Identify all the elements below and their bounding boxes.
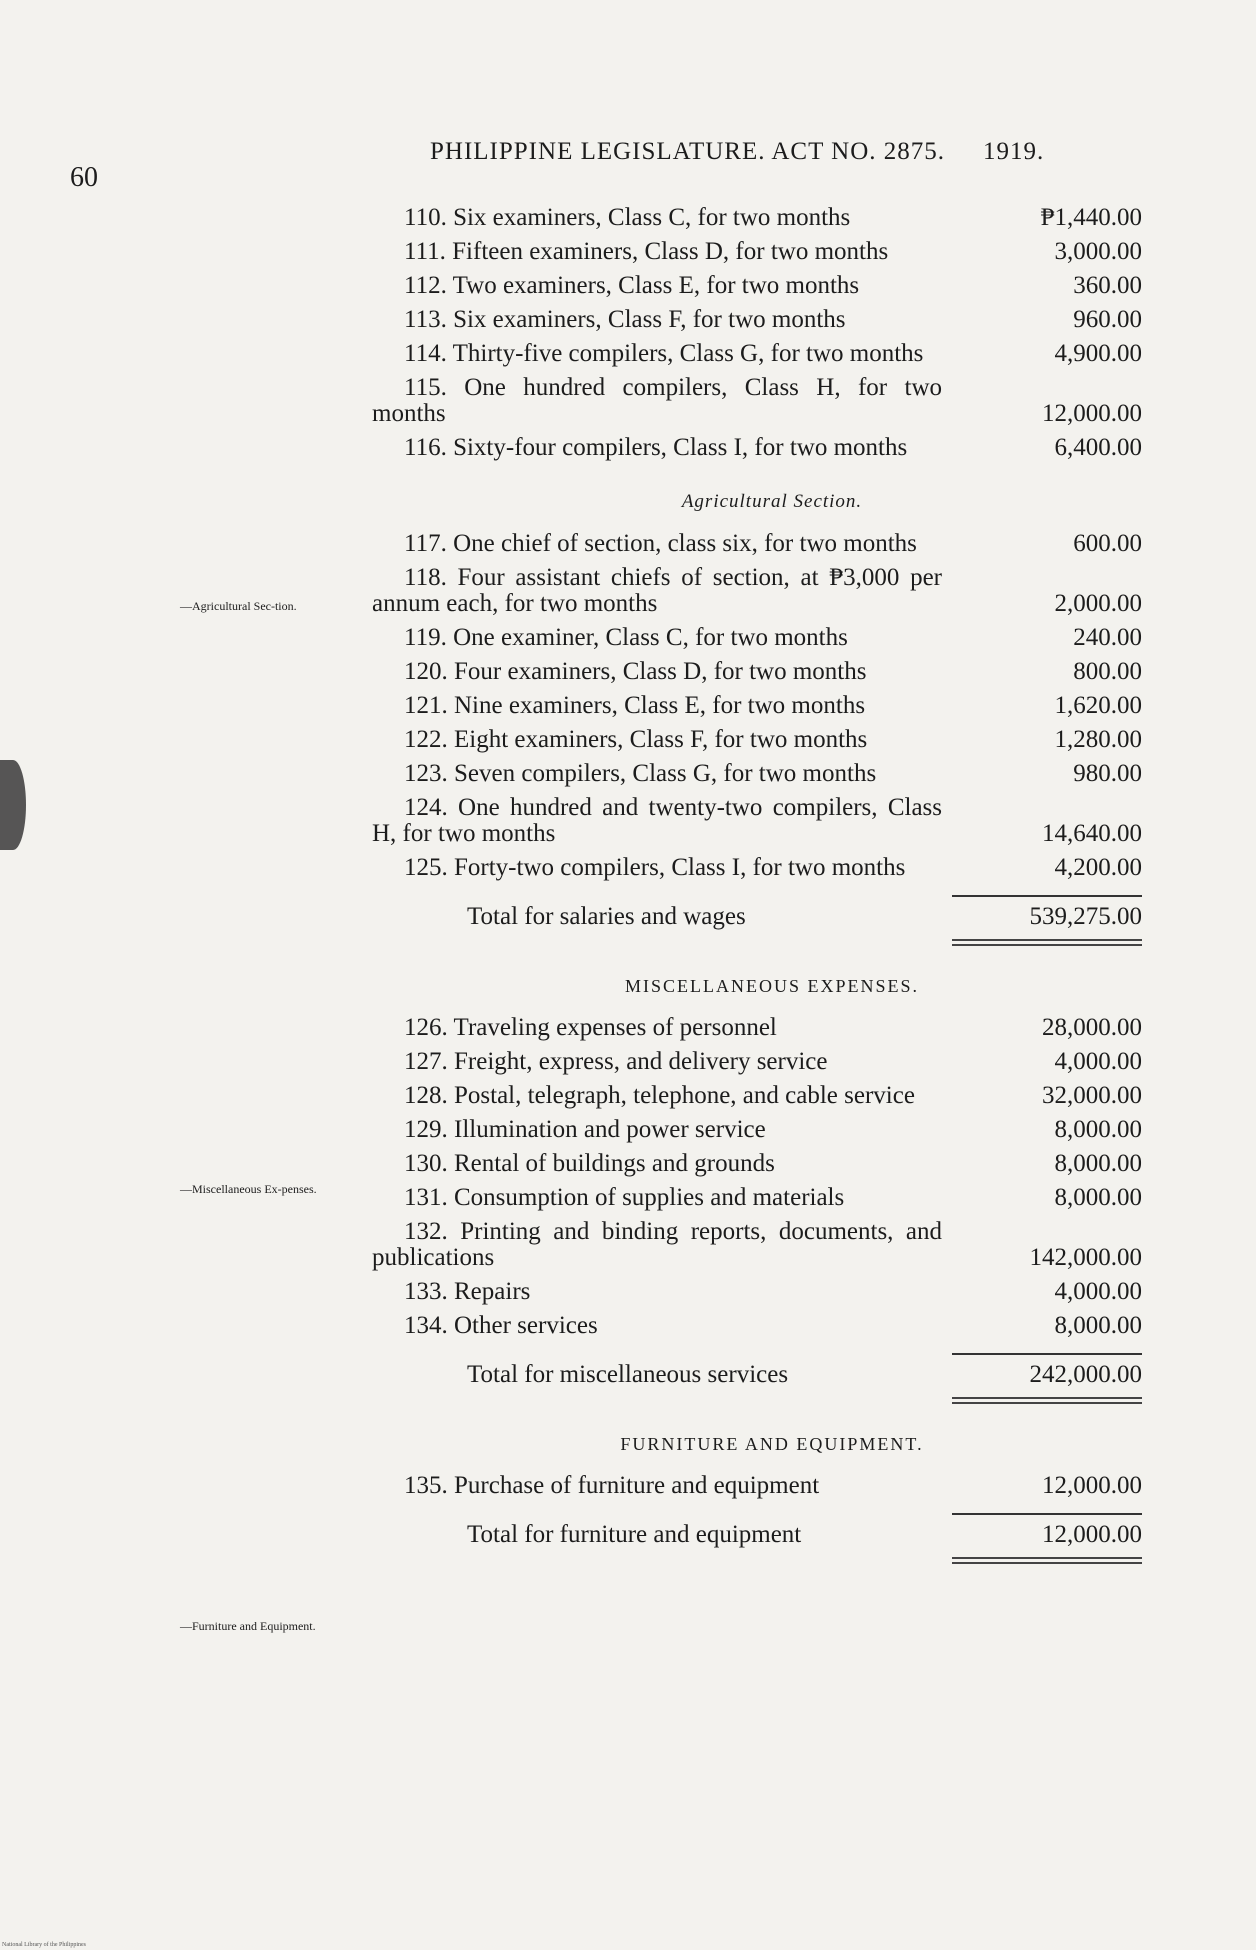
line-item-text: 124. One hundred and twenty-two compilers, Class H, for two months [372,794,942,847]
line-item [372,1219,1142,1271]
total-rule [952,1353,1142,1355]
furniture-heading: FURNITURE AND EQUIPMENT. [620,1434,924,1454]
line-item-text: 114. Thirty-five compilers, Class G, for two months [404,340,924,367]
line-item-text: 129. Illumination and power service [404,1116,766,1143]
line-item-text: 131. Consumption of supplies and materials [404,1184,845,1211]
line-item [372,693,1142,719]
line-item-text: 125. Forty-two compilers, Class I, for two months [404,854,906,881]
agricultural-items-list [372,531,1142,881]
line-item-amount: 8,000.00 [1054,1184,1142,1211]
line-item [372,625,1142,651]
line-item-amount: 14,640.00 [1042,820,1142,847]
line-item-amount: 240.00 [1073,624,1142,651]
line-item [372,1049,1142,1075]
margin-note-furniture: —Furniture and Equipment. [180,1619,316,1633]
line-item [372,565,1142,617]
page-number: 60 [70,162,98,193]
line-item-text: 112. Two examiners, Class E, for two months [404,272,860,299]
furniture-total-amount: 12,000.00 [1042,1521,1142,1548]
line-item [372,659,1142,685]
line-item-text: 123. Seven compilers, Class G, for two months [404,760,877,787]
line-item-text: 132. Printing and binding reports, documents, and publications [372,1218,942,1271]
line-item [372,1117,1142,1143]
line-item [372,239,1142,265]
total-rule [952,1513,1142,1515]
line-item-amount: 8,000.00 [1054,1116,1142,1143]
line-item [372,375,1142,427]
line-item-amount: 360.00 [1073,272,1142,299]
line-item-amount: ₱1,440.00 [1040,204,1142,231]
line-item-amount: 4,000.00 [1054,1278,1142,1305]
salaries-total-amount: 539,275.00 [1029,903,1142,930]
line-item-amount: 600.00 [1073,530,1142,557]
salary-items-list [372,205,1142,461]
line-item-amount: 1,620.00 [1054,692,1142,719]
line-item-amount: 8,000.00 [1054,1312,1142,1339]
line-item [372,435,1142,461]
salaries-total-label: Total for salaries and wages [467,903,746,930]
miscellaneous-items-list [372,1015,1142,1339]
line-item-amount: 28,000.00 [1042,1014,1142,1041]
miscellaneous-heading: MISCELLANEOUS EXPENSES. [624,976,920,996]
line-item [372,1279,1142,1305]
miscellaneous-total-amount: 242,000.00 [1029,1361,1142,1388]
line-item [372,273,1142,299]
line-item-text: 121. Nine examiners, Class E, for two months [404,692,866,719]
line-item-text: 116. Sixty-four compilers, Class I, for two months [404,434,908,461]
agricultural-section-heading: Agricultural Section. [681,491,863,512]
page-edge-shadow [0,760,26,850]
line-item-amount: 4,000.00 [1054,1048,1142,1075]
line-item-text: 126. Traveling expenses of personnel [404,1014,777,1041]
line-item-text: 118. Four assistant chiefs of section, at ₱3,000 per annum each, for two months [372,564,942,617]
line-item-amount: 4,900.00 [1054,340,1142,367]
line-item-text: 113. Six examiners, Class F, for two months [404,306,846,333]
line-item-amount: 980.00 [1073,760,1142,787]
salaries-total-row [372,895,1142,935]
running-head-year: 1919. [983,138,1045,165]
line-item [372,1083,1142,1109]
line-item-text: 111. Fifteen examiners, Class D, for two months [404,238,889,265]
line-item-amount: 2,000.00 [1054,590,1142,617]
line-item-amount: 12,000.00 [1042,1472,1142,1499]
line-item [372,1015,1142,1041]
line-item [372,531,1142,557]
line-item [372,1473,1142,1499]
line-item-text: 134. Other services [404,1312,598,1339]
line-item-text: 115. One hundred compilers, Class H, for two months [372,374,942,427]
line-item-amount: 8,000.00 [1054,1150,1142,1177]
line-item-text: 127. Freight, express, and delivery service [404,1048,828,1075]
line-item-amount: 12,000.00 [1042,400,1142,427]
line-item-amount: 142,000.00 [1029,1244,1142,1271]
line-item-amount: 32,000.00 [1042,1082,1142,1109]
line-item [372,1151,1142,1177]
double-rule [952,1557,1142,1564]
double-rule [952,1397,1142,1404]
line-item-amount: 1,280.00 [1054,726,1142,753]
line-item-amount: 800.00 [1073,658,1142,685]
line-item-amount: 4,200.00 [1054,854,1142,881]
double-rule [952,939,1142,946]
furniture-items-list [372,1473,1142,1499]
line-item-text: 130. Rental of buildings and grounds [404,1150,775,1177]
line-item [372,795,1142,847]
line-item-text: 120. Four examiners, Class D, for two months [404,658,867,685]
line-item-text: 119. One examiner, Class C, for two months [404,624,848,651]
appropriation-column [372,205,1142,1564]
margin-note-agricultural: —Agricultural Sec-tion. [180,599,297,613]
line-item-amount: 6,400.00 [1054,434,1142,461]
line-item [372,1313,1142,1339]
line-item-text: 135. Purchase of furniture and equipment [404,1472,820,1499]
line-item-amount: 960.00 [1073,306,1142,333]
furniture-total-label: Total for furniture and equipment [467,1521,802,1548]
line-item [372,307,1142,333]
line-item [372,855,1142,881]
line-item-text: 133. Repairs [404,1278,531,1305]
running-head [430,138,1044,166]
miscellaneous-total-label: Total for miscellaneous services [467,1361,789,1388]
line-item [372,1185,1142,1211]
line-item-amount: 3,000.00 [1054,238,1142,265]
line-item [372,727,1142,753]
line-item-text: 117. One chief of section, class six, for two months [404,530,917,557]
miscellaneous-total-row [372,1353,1142,1393]
line-item [372,761,1142,787]
footer-note: National Library of the Philippines [2,1942,86,1948]
line-item-text: 110. Six examiners, Class C, for two months [404,204,851,231]
line-item-text: 122. Eight examiners, Class F, for two months [404,726,868,753]
furniture-total-row [372,1513,1142,1553]
total-rule [952,895,1142,897]
margin-note-miscellaneous: —Miscellaneous Ex-penses. [180,1182,317,1196]
line-item [372,205,1142,231]
line-item-text: 128. Postal, telegraph, telephone, and cable service [404,1082,915,1109]
line-item [372,341,1142,367]
running-head-title: PHILIPPINE LEGISLATURE. ACT NO. 2875. [430,138,946,165]
